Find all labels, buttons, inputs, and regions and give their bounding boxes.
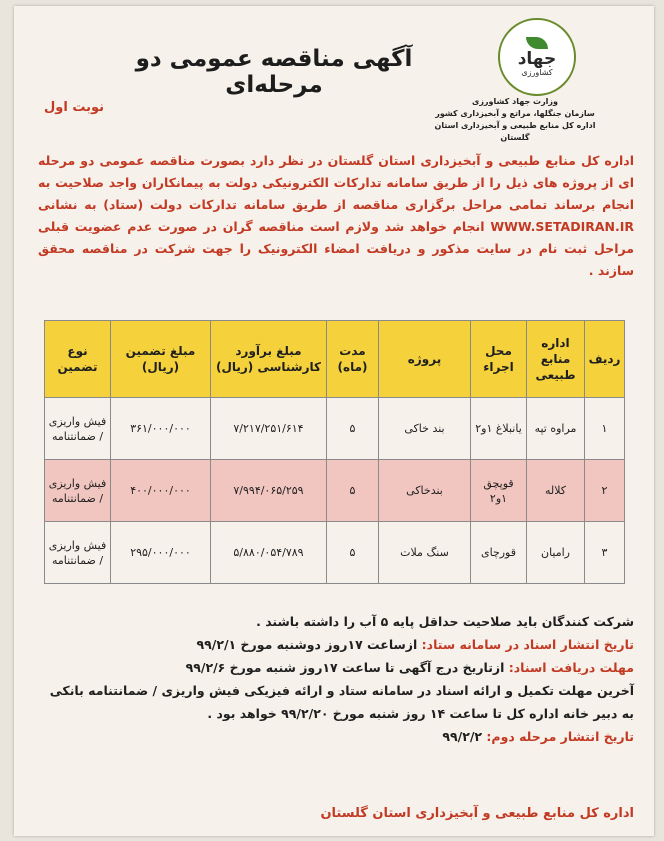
submission-deadline-note: آخرین مهلت تکمیل و ارائه اسناد در سامانه ستاد و ارائه فیزیکی فیش واریزی / ضمانتنامه بانکی به دبیر خانه اداره کل تا ساعت ۱۴ روز شنبه مورخ ۹۹/۲/۲۰ خواهد بود .	[49, 683, 634, 721]
cell-location: قوپچق ۱و۲	[471, 460, 527, 522]
table-header-row	[45, 321, 625, 398]
receive-deadline-line	[40, 656, 634, 679]
receive-deadline-label: مهلت دریافت اسناد:	[508, 660, 634, 675]
tender-table	[44, 320, 625, 584]
cell-estimate: ۵/۸۸۰/۰۵۴/۷۸۹	[211, 522, 327, 584]
cell-project: بند خاکی	[379, 398, 471, 460]
header-estimate: مبلغ برآورد کارشناسی (ریال)	[211, 321, 327, 398]
ministry-block	[420, 96, 610, 144]
logo-sub-text: کشاورزی	[521, 67, 553, 77]
jahad-logo	[498, 18, 576, 96]
cell-guarantee-amount: ۴۰۰/۰۰۰/۰۰۰	[111, 460, 211, 522]
ministry-line: اداره کل منابع طبیعی و آبخیزداری استان گلستان	[434, 121, 596, 142]
cell-project: بندخاکی	[379, 460, 471, 522]
intro-text-after: انجام خواهد شد ولازم است مناقصه گران در صورت عدم عضویت قبلی مراحل ثبت نام در سایت مذکور و دریافت امضاء الکترونیک را جهت شرکت در مناقصه محقق سازند .	[38, 219, 634, 278]
notes-block	[40, 610, 634, 748]
header-guarantee-amount: مبلغ تضمین (ریال)	[111, 321, 211, 398]
cell-location: یانبلاغ ۱و۲	[471, 398, 527, 460]
notice-page	[14, 6, 654, 836]
cell-guarantee-type: فیش واریزی / ضمانتنامه	[45, 398, 111, 460]
header-location: محل اجراء	[471, 321, 527, 398]
cell-location: قورچای	[471, 522, 527, 584]
ministry-line: سازمان جنگلها، مراتع و آبخیزداری کشور	[435, 109, 595, 118]
table-row	[45, 522, 625, 584]
qualification-note: شرکت کنندگان باید صلاحیت حداقل پایه ۵ آب را داشته باشند .	[256, 614, 634, 629]
cell-office: مراوه تپه	[527, 398, 585, 460]
intro-paragraph	[38, 150, 634, 282]
cell-guarantee-amount: ۲۹۵/۰۰۰/۰۰۰	[111, 522, 211, 584]
cell-estimate: ۷/۲۱۷/۲۵۱/۶۱۴	[211, 398, 327, 460]
cell-office: رامیان	[527, 522, 585, 584]
footer-signature: اداره کل منابع طبیعی و آبخیزداری استان گلستان	[320, 806, 634, 821]
logo-main-text: جهاد	[517, 48, 557, 69]
publish-date-value: ازساعت ۱۷روز دوشنبه مورخ ۹۹/۲/۱	[196, 637, 418, 652]
header-row-number: ردیف	[585, 321, 625, 398]
cell-row-number: ۱	[585, 398, 625, 460]
cell-project: سنگ ملات	[379, 522, 471, 584]
ministry-line: وزارت جهاد کشاورزی	[471, 97, 558, 106]
second-stage-line	[40, 725, 634, 748]
intro-text-before: اداره کل منابع طبیعی و آبخیزداری استان گلستان در نظر دارد بصورت مناقصه عمومی دو مرحله ای از پروژه های ذیل را از طریق سامانه تدارکات الکترونیکی دولت به پیمانکاران واجد صلاحیت به انجام برساند تمامی مراحل برگزاری مناقصه از طریق سامانه تدارکات دولت (ستاد) به نشانی	[38, 153, 634, 212]
cell-row-number: ۲	[585, 460, 625, 522]
second-stage-label: تاریخ انتشار مرحله دوم:	[486, 729, 634, 744]
header-guarantee-type: نوع تضمین	[45, 321, 111, 398]
cell-guarantee-type: فیش واریزی / ضمانتنامه	[45, 460, 111, 522]
round-label: نوبت اول	[44, 100, 105, 115]
table-row	[45, 398, 625, 460]
publish-date-label: تاریخ انتشار اسناد در سامانه ستاد:	[421, 637, 634, 652]
receive-deadline-value: ازتاریخ درج آگهی تا ساعت ۱۷روز شنبه مورخ ۹۹/۲/۶	[185, 660, 505, 675]
cell-office: کلاله	[527, 460, 585, 522]
cell-duration: ۵	[327, 460, 379, 522]
cell-guarantee-type: فیش واریزی / ضمانتنامه	[45, 522, 111, 584]
cell-guarantee-amount: ۳۶۱/۰۰۰/۰۰۰	[111, 398, 211, 460]
page-title: آگهی مناقصه عمومی دو مرحله‌ای	[135, 46, 413, 98]
cell-row-number: ۳	[585, 522, 625, 584]
setad-website-link[interactable]: WWW.SETADIRAN.IR	[490, 219, 635, 234]
table-row	[45, 460, 625, 522]
cell-duration: ۵	[327, 398, 379, 460]
header-project: پروژه	[379, 321, 471, 398]
header-office: اداره منابع طبیعی	[527, 321, 585, 398]
second-stage-value: ۹۹/۲/۲	[442, 729, 483, 744]
leaf-icon	[526, 37, 548, 49]
cell-duration: ۵	[327, 522, 379, 584]
publish-date-line	[40, 633, 634, 656]
cell-estimate: ۷/۹۹۴/۰۶۵/۲۵۹	[211, 460, 327, 522]
header-duration: مدت (ماه)	[327, 321, 379, 398]
